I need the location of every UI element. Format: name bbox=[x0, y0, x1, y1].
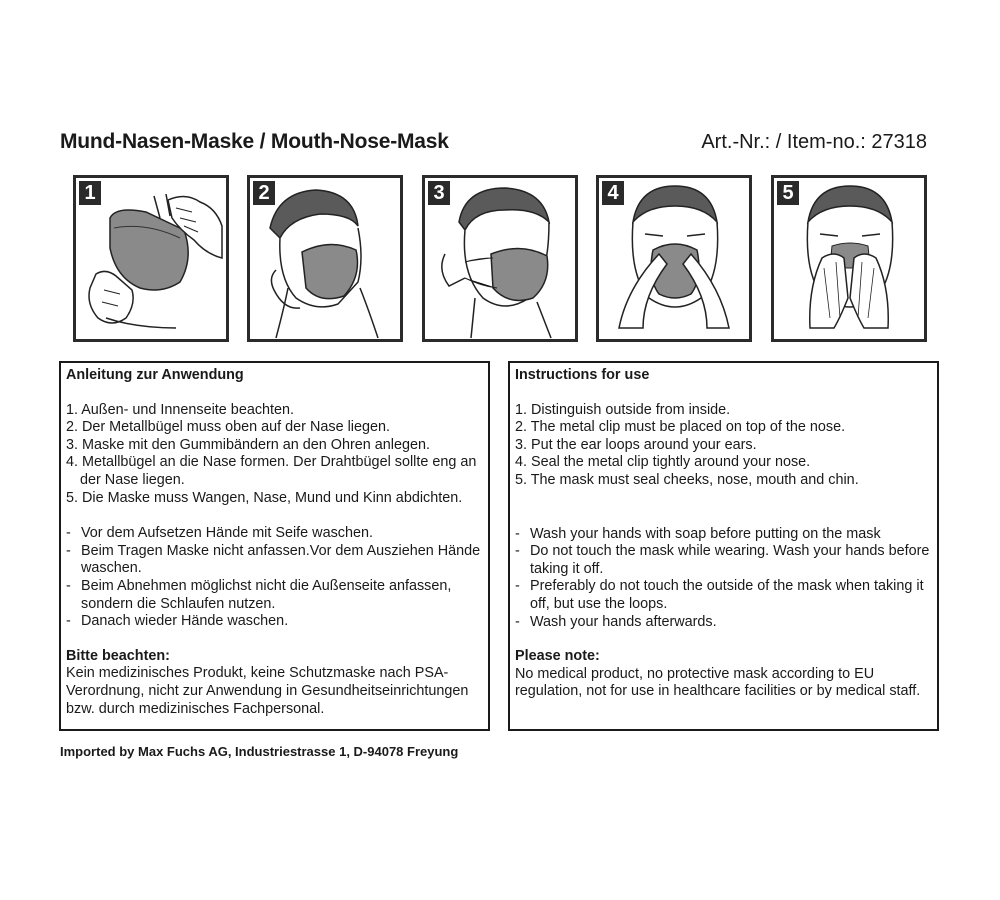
page-title: Mund-Nasen-Maske / Mouth-Nose-Mask bbox=[60, 130, 449, 153]
list-item: - Beim Abnehmen möglichst nicht die Außenseite anfassen, sondern die Schlaufen nutzen. bbox=[66, 577, 452, 612]
step-panel-4 bbox=[596, 175, 752, 342]
step-number: 4 bbox=[602, 181, 624, 205]
german-tips-list bbox=[66, 525, 482, 631]
german-heading: Anleitung zur Anwendung bbox=[66, 367, 244, 383]
instruction-illustrations bbox=[73, 175, 927, 342]
german-instructions-box bbox=[59, 361, 490, 731]
list-item: 3. Maske mit den Gummibändern an den Ohren anlegen. bbox=[66, 436, 430, 453]
english-note-text: No medical product, no protective mask according to EU regulation, not for use in healthcare facilities or by medical staff. bbox=[515, 665, 921, 700]
list-item: 3. Put the ear loops around your ears. bbox=[515, 436, 757, 453]
list-item: - Danach wieder Hände waschen. bbox=[66, 613, 289, 630]
list-item: 1. Distinguish outside from inside. bbox=[515, 401, 731, 418]
list-item: 4. Seal the metal clip tightly around your nose. bbox=[515, 454, 811, 471]
list-item: - Beim Tragen Maske nicht anfassen.Vor dem Ausziehen Hände waschen. bbox=[66, 542, 481, 577]
step-panel-3 bbox=[422, 175, 578, 342]
step-number: 3 bbox=[428, 181, 450, 205]
english-heading: Instructions for use bbox=[515, 367, 650, 383]
list-item: - Do not touch the mask while wearing. Wash your hands before taking it off. bbox=[515, 543, 930, 577]
list-item: 5. The mask must seal cheeks, nose, mouth and chin. bbox=[515, 471, 859, 488]
step-panel-2 bbox=[247, 175, 403, 342]
english-steps-list bbox=[515, 402, 931, 490]
list-item: - Vor dem Aufsetzen Hände mit Seife waschen. bbox=[66, 525, 373, 542]
step-panel-5 bbox=[771, 175, 927, 342]
list-item: - Wash your hands afterwards. bbox=[515, 613, 717, 630]
list-item: 4. Metallbügel an die Nase formen. Der Drahtbügel sollte eng an der Nase liegen. bbox=[66, 454, 477, 488]
list-item: 2. The metal clip must be placed on top of the nose. bbox=[515, 419, 846, 436]
english-tips-list bbox=[515, 526, 931, 632]
list-item: 2. Der Metallbügel muss oben auf der Nase liegen. bbox=[66, 419, 390, 436]
list-item: 1. Außen- und Innenseite beachten. bbox=[66, 401, 295, 418]
english-note-heading: Please note: bbox=[515, 648, 600, 665]
importer-footer: Imported by Max Fuchs AG, Industriestrasse 1, D-94078 Freyung bbox=[60, 744, 459, 759]
list-item: - Wash your hands with soap before putting on the mask bbox=[515, 525, 881, 542]
list-item: 5. Die Maske muss Wangen, Nase, Mund und Kinn abdichten. bbox=[66, 489, 463, 506]
english-instructions-box bbox=[508, 361, 939, 731]
step-panel-1 bbox=[73, 175, 229, 342]
list-item: - Preferably do not touch the outside of the mask when taking it off, but use the loops. bbox=[515, 578, 924, 612]
german-steps-list bbox=[66, 402, 482, 508]
german-note-heading: Bitte beachten: bbox=[66, 647, 170, 664]
german-note-text: Kein medizinisches Produkt, keine Schutzmaske nach PSA-Verordnung, nicht zur Anwendung in Gesundheitseinrichtungen bzw. durch medizinisches Fachpersonal. bbox=[66, 665, 469, 717]
step-number: 1 bbox=[79, 181, 101, 205]
step-number: 5 bbox=[777, 181, 799, 205]
item-number: Art.-Nr.: / Item-no.: 27318 bbox=[701, 131, 927, 153]
step-number: 2 bbox=[253, 181, 275, 205]
